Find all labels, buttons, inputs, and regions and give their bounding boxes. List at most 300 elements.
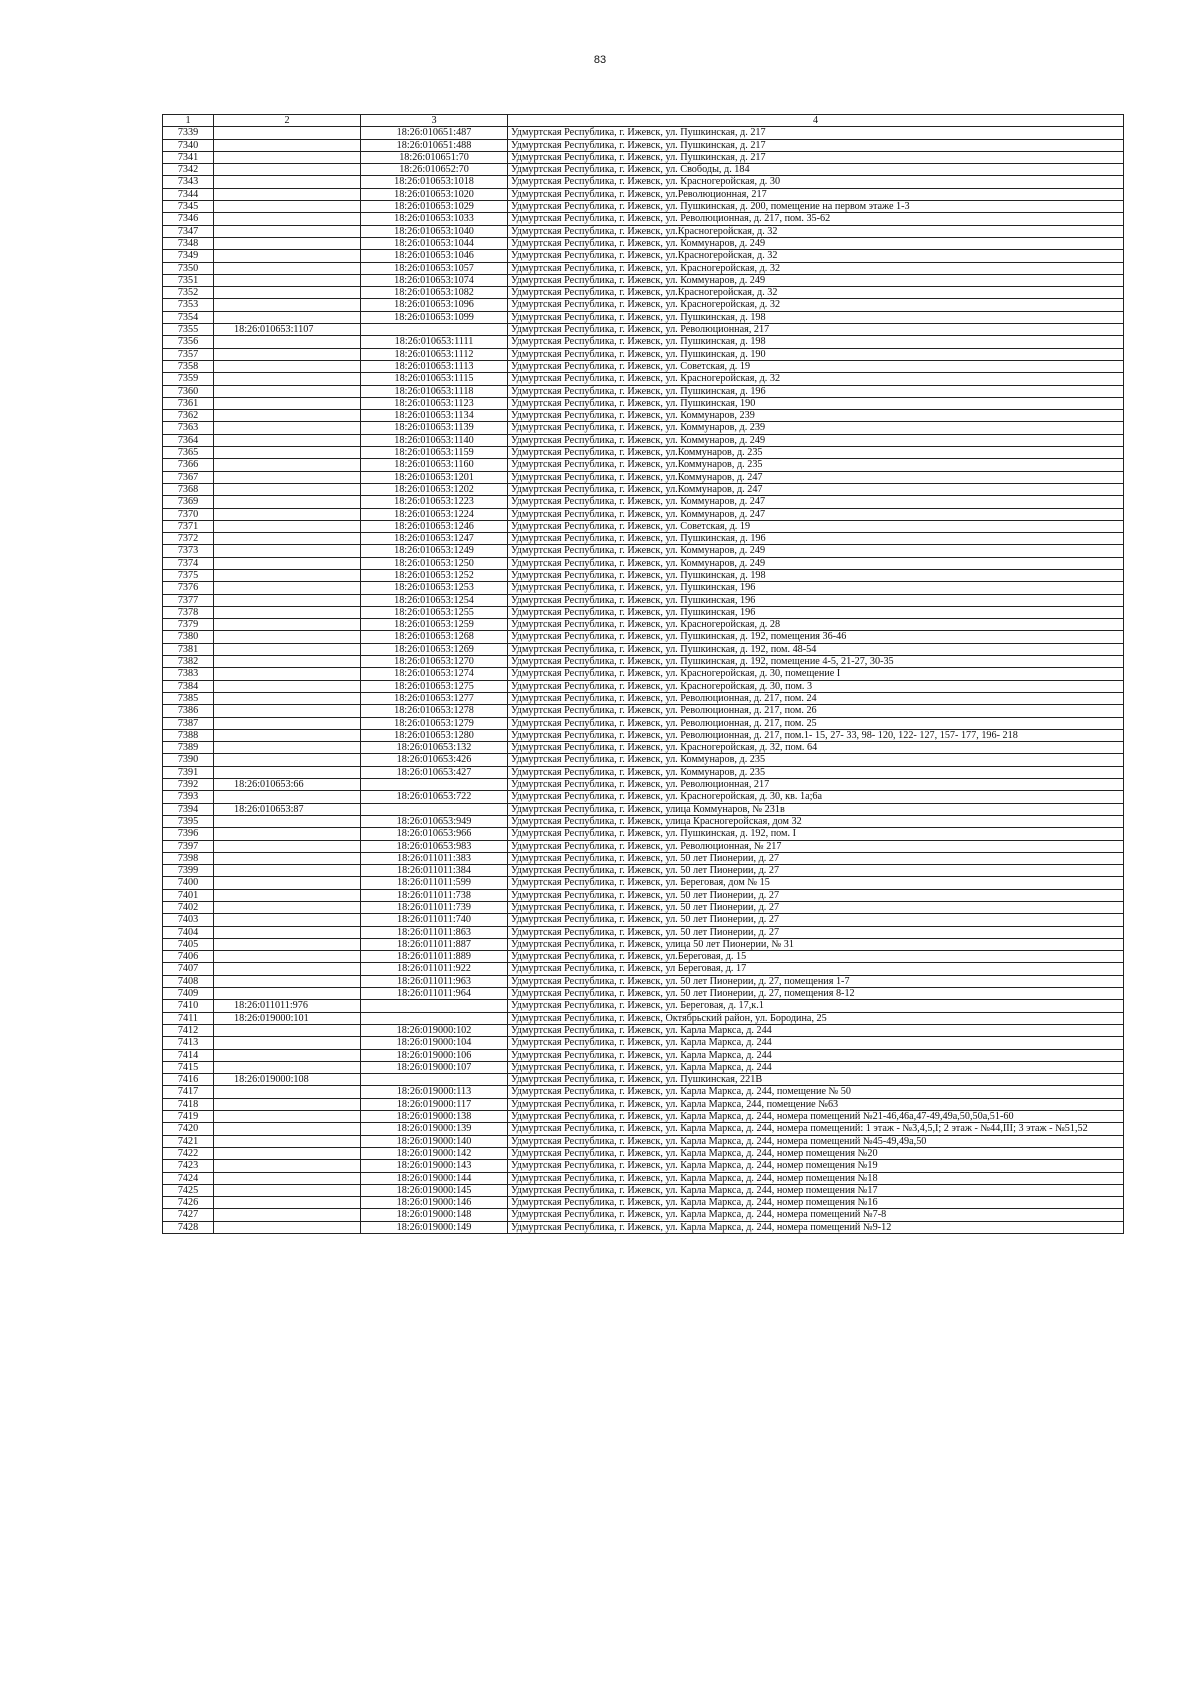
address-cell: Удмуртская Республика, г. Ижевск, ул. Революционная, 217 bbox=[508, 324, 1124, 336]
cadastral-number-cell: 18:26:019000:102 bbox=[361, 1024, 508, 1036]
address-cell: Удмуртская Республика, г. Ижевск, ул. Коммунаров, д. 235 bbox=[508, 766, 1124, 778]
address-cell: Удмуртская Республика, г. Ижевск, ул. Красногеройская, д. 30, помещение I bbox=[508, 668, 1124, 680]
row-number-cell: 7353 bbox=[163, 299, 214, 311]
address-cell: Удмуртская Республика, г. Ижевск, ул. Карла Маркса, д. 244 bbox=[508, 1037, 1124, 1049]
parent-cadastral-number-cell bbox=[214, 631, 361, 643]
row-number-cell: 7413 bbox=[163, 1037, 214, 1049]
row-number-cell: 7397 bbox=[163, 840, 214, 852]
cadastral-number-cell: 18:26:019000:142 bbox=[361, 1147, 508, 1159]
cadastral-number-cell: 18:26:019000:148 bbox=[361, 1209, 508, 1221]
table-row bbox=[163, 324, 1124, 336]
cadastral-number-cell: 18:26:019000:107 bbox=[361, 1061, 508, 1073]
address-cell: Удмуртская Республика, г. Ижевск, ул. Пушкинская, д. 217 bbox=[508, 151, 1124, 163]
table-row bbox=[163, 705, 1124, 717]
row-number-cell: 7414 bbox=[163, 1049, 214, 1061]
row-number-cell: 7377 bbox=[163, 594, 214, 606]
row-number-cell: 7392 bbox=[163, 779, 214, 791]
row-number-cell: 7352 bbox=[163, 287, 214, 299]
table-row bbox=[163, 828, 1124, 840]
table-row bbox=[163, 742, 1124, 754]
table-row bbox=[163, 766, 1124, 778]
address-cell: Удмуртская Республика, г. Ижевск, ул. Карла Маркса, д. 244 bbox=[508, 1061, 1124, 1073]
parent-cadastral-number-cell bbox=[214, 1123, 361, 1135]
row-number-cell: 7356 bbox=[163, 336, 214, 348]
table-row bbox=[163, 902, 1124, 914]
cadastral-number-cell: 18:26:010653:1099 bbox=[361, 311, 508, 323]
address-cell: Удмуртская Республика, г. Ижевск, ул. Свободы, д. 184 bbox=[508, 164, 1124, 176]
row-number-cell: 7348 bbox=[163, 237, 214, 249]
row-number-cell: 7401 bbox=[163, 889, 214, 901]
address-cell: Удмуртская Республика, г. Ижевск, ул. Коммунаров, д. 249 bbox=[508, 237, 1124, 249]
row-number-cell: 7416 bbox=[163, 1074, 214, 1086]
table-row bbox=[163, 410, 1124, 422]
parent-cadastral-number-cell bbox=[214, 975, 361, 987]
cadastral-number-cell bbox=[361, 1074, 508, 1086]
parent-cadastral-number-cell bbox=[214, 963, 361, 975]
parent-cadastral-number-cell bbox=[214, 545, 361, 557]
address-cell: Удмуртская Республика, г. Ижевск, ул. 50 лет Пионерии, д. 27 bbox=[508, 926, 1124, 938]
cadastral-number-cell: 18:26:019000:146 bbox=[361, 1197, 508, 1209]
parent-cadastral-number-cell bbox=[214, 176, 361, 188]
address-cell: Удмуртская Республика, г. Ижевск, ул.Береговая, д. 15 bbox=[508, 951, 1124, 963]
cadastral-number-cell: 18:26:010653:1057 bbox=[361, 262, 508, 274]
cadastral-number-cell: 18:26:010653:1246 bbox=[361, 520, 508, 532]
row-number-cell: 7422 bbox=[163, 1147, 214, 1159]
table-row bbox=[163, 643, 1124, 655]
cadastral-number-cell: 18:26:010653:1018 bbox=[361, 176, 508, 188]
parent-cadastral-number-cell bbox=[214, 1037, 361, 1049]
row-number-cell: 7400 bbox=[163, 877, 214, 889]
address-cell: Удмуртская Республика, г. Ижевск, ул.Коммунаров, д. 235 bbox=[508, 459, 1124, 471]
address-cell: Удмуртская Республика, г. Ижевск, ул. Карла Маркса, д. 244, номер помещения №18 bbox=[508, 1172, 1124, 1184]
cadastral-number-cell: 18:26:010653:1115 bbox=[361, 373, 508, 385]
parent-cadastral-number-cell bbox=[214, 680, 361, 692]
table-row bbox=[163, 471, 1124, 483]
parent-cadastral-number-cell bbox=[214, 336, 361, 348]
parent-cadastral-number-cell bbox=[214, 360, 361, 372]
address-cell: Удмуртская Республика, г. Ижевск, ул. Пушкинская, 221В bbox=[508, 1074, 1124, 1086]
address-cell: Удмуртская Республика, г. Ижевск, ул. Пушкинская, 196 bbox=[508, 594, 1124, 606]
table-row bbox=[163, 656, 1124, 668]
table-row bbox=[163, 422, 1124, 434]
table-row bbox=[163, 1037, 1124, 1049]
row-number-cell: 7385 bbox=[163, 692, 214, 704]
address-cell: Удмуртская Республика, г. Ижевск, ул. Красногеройская, д. 28 bbox=[508, 619, 1124, 631]
row-number-cell: 7345 bbox=[163, 201, 214, 213]
table-row bbox=[163, 631, 1124, 643]
address-cell: Удмуртская Республика, г. Ижевск, ул. Береговая, дом № 15 bbox=[508, 877, 1124, 889]
address-cell: Удмуртская Республика, г. Ижевск, ул. Революционная, 217 bbox=[508, 779, 1124, 791]
parent-cadastral-number-cell bbox=[214, 348, 361, 360]
table-row bbox=[163, 729, 1124, 741]
address-cell: Удмуртская Республика, г. Ижевск, ул. Красногеройская, д. 30 bbox=[508, 176, 1124, 188]
cadastral-number-cell: 18:26:010653:1082 bbox=[361, 287, 508, 299]
parent-cadastral-number-cell bbox=[214, 717, 361, 729]
cadastral-number-cell: 18:26:011011:963 bbox=[361, 975, 508, 987]
parent-cadastral-number-cell bbox=[214, 459, 361, 471]
row-number-cell: 7402 bbox=[163, 902, 214, 914]
table-row bbox=[163, 1086, 1124, 1098]
address-cell: Удмуртская Республика, г. Ижевск, Октябрьский район, ул. Бородина, 25 bbox=[508, 1012, 1124, 1024]
table-row bbox=[163, 176, 1124, 188]
parent-cadastral-number-cell bbox=[214, 1172, 361, 1184]
parent-cadastral-number-cell bbox=[214, 262, 361, 274]
row-number-cell: 7369 bbox=[163, 496, 214, 508]
row-number-cell: 7343 bbox=[163, 176, 214, 188]
table-row bbox=[163, 1098, 1124, 1110]
address-cell: Удмуртская Республика, г. Ижевск, ул. Красногеройская, д. 32 bbox=[508, 373, 1124, 385]
address-cell: Удмуртская Республика, г. Ижевск, улица Коммунаров, № 231в bbox=[508, 803, 1124, 815]
parent-cadastral-number-cell bbox=[214, 569, 361, 581]
cadastral-number-cell: 18:26:010653:1118 bbox=[361, 385, 508, 397]
table-row bbox=[163, 951, 1124, 963]
parent-cadastral-number-cell bbox=[214, 902, 361, 914]
cadastral-number-cell: 18:26:019000:104 bbox=[361, 1037, 508, 1049]
row-number-cell: 7364 bbox=[163, 434, 214, 446]
parent-cadastral-number-cell bbox=[214, 852, 361, 864]
address-cell: Удмуртская Республика, г. Ижевск, ул. Карла Маркса, д. 244 bbox=[508, 1024, 1124, 1036]
cadastral-number-cell: 18:26:010653:722 bbox=[361, 791, 508, 803]
row-number-cell: 7366 bbox=[163, 459, 214, 471]
parent-cadastral-number-cell bbox=[214, 594, 361, 606]
table-row bbox=[163, 1221, 1124, 1233]
address-cell: Удмуртская Республика, г. Ижевск, ул. Пушкинская, д. 192, пом. I bbox=[508, 828, 1124, 840]
address-cell: Удмуртская Республика, г. Ижевск, ул. Коммунаров, д. 247 bbox=[508, 496, 1124, 508]
parent-cadastral-number-cell: 18:26:019000:108 bbox=[214, 1074, 361, 1086]
cadastral-number-cell: 18:26:011011:740 bbox=[361, 914, 508, 926]
parent-cadastral-number-cell bbox=[214, 250, 361, 262]
cadastral-number-cell: 18:26:010653:1123 bbox=[361, 397, 508, 409]
parent-cadastral-number-cell bbox=[214, 606, 361, 618]
cadastral-number-cell: 18:26:010651:488 bbox=[361, 139, 508, 151]
cadastral-number-cell: 18:26:010653:1224 bbox=[361, 508, 508, 520]
row-number-cell: 7359 bbox=[163, 373, 214, 385]
row-number-cell: 7346 bbox=[163, 213, 214, 225]
cadastral-number-cell: 18:26:010652:70 bbox=[361, 164, 508, 176]
table-row bbox=[163, 594, 1124, 606]
address-cell: Удмуртская Республика, г. Ижевск, ул. Советская, д. 19 bbox=[508, 520, 1124, 532]
parent-cadastral-number-cell bbox=[214, 151, 361, 163]
parent-cadastral-number-cell bbox=[214, 483, 361, 495]
row-number-cell: 7347 bbox=[163, 225, 214, 237]
cadastral-number-cell: 18:26:010653:1247 bbox=[361, 533, 508, 545]
column-header-4: 4 bbox=[508, 115, 1124, 127]
address-cell: Удмуртская Республика, г. Ижевск, ул. Пушкинская, д. 190 bbox=[508, 348, 1124, 360]
table-row bbox=[163, 975, 1124, 987]
parent-cadastral-number-cell bbox=[214, 471, 361, 483]
cadastral-number-cell bbox=[361, 803, 508, 815]
address-cell: Удмуртская Республика, г. Ижевск, ул. Пушкинская, д. 192, помещение 4-5, 21-27, 30-35 bbox=[508, 656, 1124, 668]
row-number-cell: 7427 bbox=[163, 1209, 214, 1221]
address-cell: Удмуртская Республика, г. Ижевск, ул. Красногеройская, д. 32, пом. 64 bbox=[508, 742, 1124, 754]
parent-cadastral-number-cell bbox=[214, 496, 361, 508]
address-cell: Удмуртская Республика, г. Ижевск, ул. Коммунаров, д. 239 bbox=[508, 422, 1124, 434]
address-cell: Удмуртская Республика, г. Ижевск, ул. Коммунаров, 239 bbox=[508, 410, 1124, 422]
table-row bbox=[163, 533, 1124, 545]
address-cell: Удмуртская Республика, г. Ижевск, ул. Коммунаров, д. 247 bbox=[508, 508, 1124, 520]
table-row bbox=[163, 1172, 1124, 1184]
parent-cadastral-number-cell bbox=[214, 938, 361, 950]
cadastral-number-cell: 18:26:019000:140 bbox=[361, 1135, 508, 1147]
row-number-cell: 7426 bbox=[163, 1197, 214, 1209]
table-row bbox=[163, 1209, 1124, 1221]
cadastral-number-cell: 18:26:011011:599 bbox=[361, 877, 508, 889]
parent-cadastral-number-cell bbox=[214, 619, 361, 631]
table-row bbox=[163, 287, 1124, 299]
row-number-cell: 7342 bbox=[163, 164, 214, 176]
row-number-cell: 7387 bbox=[163, 717, 214, 729]
address-cell: Удмуртская Республика, г. Ижевск, ул. Красногеройская, д. 32 bbox=[508, 262, 1124, 274]
parent-cadastral-number-cell bbox=[214, 815, 361, 827]
address-cell: Удмуртская Республика, г. Ижевск, ул. Карла Маркса, д. 244 bbox=[508, 1049, 1124, 1061]
address-cell: Удмуртская Республика, г. Ижевск, ул. Береговая, д. 17,к.1 bbox=[508, 1000, 1124, 1012]
row-number-cell: 7381 bbox=[163, 643, 214, 655]
row-number-cell: 7360 bbox=[163, 385, 214, 397]
cadastral-number-cell: 18:26:010653:1279 bbox=[361, 717, 508, 729]
row-number-cell: 7389 bbox=[163, 742, 214, 754]
cadastral-number-cell: 18:26:010653:1112 bbox=[361, 348, 508, 360]
row-number-cell: 7419 bbox=[163, 1111, 214, 1123]
cadastral-number-cell: 18:26:010653:1134 bbox=[361, 410, 508, 422]
row-number-cell: 7406 bbox=[163, 951, 214, 963]
parent-cadastral-number-cell bbox=[214, 668, 361, 680]
parent-cadastral-number-cell bbox=[214, 582, 361, 594]
row-number-cell: 7344 bbox=[163, 188, 214, 200]
address-cell: Удмуртская Республика, г. Ижевск, ул. Коммунаров, д. 249 bbox=[508, 434, 1124, 446]
row-number-cell: 7371 bbox=[163, 520, 214, 532]
row-number-cell: 7372 bbox=[163, 533, 214, 545]
address-cell: Удмуртская Республика, г. Ижевск, ул.Коммунаров, д. 235 bbox=[508, 447, 1124, 459]
cadastral-number-cell: 18:26:019000:144 bbox=[361, 1172, 508, 1184]
row-number-cell: 7420 bbox=[163, 1123, 214, 1135]
table-row bbox=[163, 963, 1124, 975]
table-row bbox=[163, 483, 1124, 495]
cadastral-number-cell bbox=[361, 1012, 508, 1024]
cadastral-number-cell: 18:26:019000:145 bbox=[361, 1184, 508, 1196]
parent-cadastral-number-cell bbox=[214, 1184, 361, 1196]
cadastral-number-cell: 18:26:011011:863 bbox=[361, 926, 508, 938]
cadastral-number-cell: 18:26:019000:139 bbox=[361, 1123, 508, 1135]
address-cell: Удмуртская Республика, г. Ижевск, ул. Карла Маркса, д. 244, помещение № 50 bbox=[508, 1086, 1124, 1098]
parent-cadastral-number-cell bbox=[214, 520, 361, 532]
row-number-cell: 7358 bbox=[163, 360, 214, 372]
parent-cadastral-number-cell bbox=[214, 1135, 361, 1147]
table-row bbox=[163, 336, 1124, 348]
address-cell: Удмуртская Республика, г. Ижевск, ул. Пушкинская, д. 196 bbox=[508, 385, 1124, 397]
address-cell: Удмуртская Республика, г. Ижевск, ул. Пушкинская, д. 192, пом. 48-54 bbox=[508, 643, 1124, 655]
table-row bbox=[163, 213, 1124, 225]
address-cell: Удмуртская Республика, г. Ижевск, ул. Карла Маркса, д. 244, номер помещения №19 bbox=[508, 1160, 1124, 1172]
row-number-cell: 7398 bbox=[163, 852, 214, 864]
parent-cadastral-number-cell bbox=[214, 705, 361, 717]
parent-cadastral-number-cell bbox=[214, 754, 361, 766]
address-cell: Удмуртская Республика, г. Ижевск, ул. Красногеройская, д. 30, пом. 3 bbox=[508, 680, 1124, 692]
row-number-cell: 7404 bbox=[163, 926, 214, 938]
row-number-cell: 7341 bbox=[163, 151, 214, 163]
address-cell: Удмуртская Республика, г. Ижевск, улица 50 лет Пионерии, № 31 bbox=[508, 938, 1124, 950]
parent-cadastral-number-cell bbox=[214, 385, 361, 397]
table-row bbox=[163, 237, 1124, 249]
address-cell: Удмуртская Республика, г. Ижевск, ул. Коммунаров, д. 235 bbox=[508, 754, 1124, 766]
address-cell: Удмуртская Республика, г. Ижевск, ул. Пушкинская, д. 217 bbox=[508, 139, 1124, 151]
cadastral-number-cell: 18:26:010653:1201 bbox=[361, 471, 508, 483]
table-row bbox=[163, 1061, 1124, 1073]
parent-cadastral-number-cell bbox=[214, 225, 361, 237]
address-cell: Удмуртская Республика, г. Ижевск, ул.Красногеройская, д. 32 bbox=[508, 250, 1124, 262]
table-row bbox=[163, 717, 1124, 729]
row-number-cell: 7393 bbox=[163, 791, 214, 803]
row-number-cell: 7415 bbox=[163, 1061, 214, 1073]
parent-cadastral-number-cell bbox=[214, 422, 361, 434]
parent-cadastral-number-cell bbox=[214, 164, 361, 176]
cadastral-number-cell: 18:26:010653:1033 bbox=[361, 213, 508, 225]
address-cell: Удмуртская Республика, г. Ижевск, ул. Пушкинская, д. 192, помещения 36-46 bbox=[508, 631, 1124, 643]
row-number-cell: 7395 bbox=[163, 815, 214, 827]
table-row bbox=[163, 225, 1124, 237]
row-number-cell: 7354 bbox=[163, 311, 214, 323]
row-number-cell: 7388 bbox=[163, 729, 214, 741]
parent-cadastral-number-cell bbox=[214, 508, 361, 520]
table-row bbox=[163, 373, 1124, 385]
table-row bbox=[163, 803, 1124, 815]
row-number-cell: 7407 bbox=[163, 963, 214, 975]
cadastral-number-cell: 18:26:010653:1139 bbox=[361, 422, 508, 434]
address-cell: Удмуртская Республика, г. Ижевск, ул. Революционная, д. 217, пом. 26 bbox=[508, 705, 1124, 717]
cadastral-number-cell: 18:26:010653:427 bbox=[361, 766, 508, 778]
table-row bbox=[163, 569, 1124, 581]
cadastral-number-cell: 18:26:011011:922 bbox=[361, 963, 508, 975]
cadastral-number-cell: 18:26:010653:1259 bbox=[361, 619, 508, 631]
row-number-cell: 7379 bbox=[163, 619, 214, 631]
parent-cadastral-number-cell bbox=[214, 692, 361, 704]
cadastral-number-cell bbox=[361, 1000, 508, 1012]
address-cell: Удмуртская Республика, г. Ижевск, ул. Карла Маркса, д. 244, номера помещений №45-49,49а,50 bbox=[508, 1135, 1124, 1147]
address-cell: Удмуртская Республика, г. Ижевск, ул. Пушкинская, д. 196 bbox=[508, 533, 1124, 545]
address-cell: Удмуртская Республика, г. Ижевск, ул. Пушкинская, д. 198 bbox=[508, 336, 1124, 348]
cadastral-number-cell: 18:26:010653:1255 bbox=[361, 606, 508, 618]
table-row bbox=[163, 311, 1124, 323]
parent-cadastral-number-cell bbox=[214, 1209, 361, 1221]
address-cell: Удмуртская Республика, г. Ижевск, ул. 50 лет Пионерии, д. 27, помещения 1-7 bbox=[508, 975, 1124, 987]
table-row bbox=[163, 164, 1124, 176]
table-row bbox=[163, 1147, 1124, 1159]
parent-cadastral-number-cell bbox=[214, 1111, 361, 1123]
parent-cadastral-number-cell bbox=[214, 447, 361, 459]
address-cell: Удмуртская Республика, г. Ижевск, ул. 50 лет Пионерии, д. 27 bbox=[508, 902, 1124, 914]
cadastral-number-cell: 18:26:010653:1096 bbox=[361, 299, 508, 311]
parent-cadastral-number-cell bbox=[214, 766, 361, 778]
cadastral-number-cell: 18:26:010653:132 bbox=[361, 742, 508, 754]
row-number-cell: 7403 bbox=[163, 914, 214, 926]
table-row bbox=[163, 668, 1124, 680]
address-cell: Удмуртская Республика, г. Ижевск, ул. Карла Маркса, д. 244, номер помещения №16 bbox=[508, 1197, 1124, 1209]
cadastral-number-cell: 18:26:010653:1254 bbox=[361, 594, 508, 606]
address-cell: Удмуртская Республика, г. Ижевск, ул.Коммунаров, д. 247 bbox=[508, 483, 1124, 495]
address-cell: Удмуртская Республика, г. Ижевск, ул. Коммунаров, д. 249 bbox=[508, 557, 1124, 569]
cadastral-number-cell: 18:26:010653:1202 bbox=[361, 483, 508, 495]
row-number-cell: 7390 bbox=[163, 754, 214, 766]
cadastral-number-cell: 18:26:010651:70 bbox=[361, 151, 508, 163]
cadastral-number-cell: 18:26:019000:106 bbox=[361, 1049, 508, 1061]
row-number-cell: 7383 bbox=[163, 668, 214, 680]
table-row bbox=[163, 840, 1124, 852]
property-table bbox=[162, 114, 1124, 1234]
parent-cadastral-number-cell bbox=[214, 201, 361, 213]
cadastral-number-cell: 18:26:011011:889 bbox=[361, 951, 508, 963]
cadastral-number-cell: 18:26:019000:113 bbox=[361, 1086, 508, 1098]
cadastral-number-cell: 18:26:010653:1159 bbox=[361, 447, 508, 459]
row-number-cell: 7368 bbox=[163, 483, 214, 495]
table-row bbox=[163, 348, 1124, 360]
row-number-cell: 7410 bbox=[163, 1000, 214, 1012]
cadastral-number-cell: 18:26:011011:384 bbox=[361, 865, 508, 877]
row-number-cell: 7350 bbox=[163, 262, 214, 274]
table-row bbox=[163, 1197, 1124, 1209]
parent-cadastral-number-cell: 18:26:011011:976 bbox=[214, 1000, 361, 1012]
parent-cadastral-number-cell bbox=[214, 397, 361, 409]
table-row bbox=[163, 434, 1124, 446]
cadastral-number-cell: 18:26:010653:1029 bbox=[361, 201, 508, 213]
table-row bbox=[163, 496, 1124, 508]
parent-cadastral-number-cell bbox=[214, 237, 361, 249]
parent-cadastral-number-cell bbox=[214, 742, 361, 754]
cadastral-number-cell: 18:26:010653:1278 bbox=[361, 705, 508, 717]
cadastral-number-cell: 18:26:010653:1111 bbox=[361, 336, 508, 348]
table-row bbox=[163, 865, 1124, 877]
table-body bbox=[163, 127, 1124, 1234]
table-row bbox=[163, 299, 1124, 311]
address-cell: Удмуртская Республика, г. Ижевск, ул.Революционная, 217 bbox=[508, 188, 1124, 200]
cadastral-number-cell: 18:26:010653:1113 bbox=[361, 360, 508, 372]
parent-cadastral-number-cell bbox=[214, 1098, 361, 1110]
row-number-cell: 7423 bbox=[163, 1160, 214, 1172]
table-row bbox=[163, 127, 1124, 139]
address-cell: Удмуртская Республика, г. Ижевск, ул. Революционная, д. 217, пом. 24 bbox=[508, 692, 1124, 704]
cadastral-number-cell: 18:26:010653:1274 bbox=[361, 668, 508, 680]
row-number-cell: 7425 bbox=[163, 1184, 214, 1196]
row-number-cell: 7362 bbox=[163, 410, 214, 422]
address-cell: Удмуртская Республика, г. Ижевск, ул. Красногеройская, д. 30, кв. 1а;6а bbox=[508, 791, 1124, 803]
parent-cadastral-number-cell bbox=[214, 865, 361, 877]
cadastral-number-cell: 18:26:010653:1269 bbox=[361, 643, 508, 655]
table-row bbox=[163, 360, 1124, 372]
cadastral-number-cell: 18:26:010653:1253 bbox=[361, 582, 508, 594]
address-cell: Удмуртская Республика, г. Ижевск, ул. Революционная, № 217 bbox=[508, 840, 1124, 852]
table-row bbox=[163, 692, 1124, 704]
parent-cadastral-number-cell bbox=[214, 287, 361, 299]
table-row bbox=[163, 1184, 1124, 1196]
parent-cadastral-number-cell bbox=[214, 188, 361, 200]
address-cell: Удмуртская Республика, г. Ижевск, ул. 50 лет Пионерии, д. 27, помещения 8-12 bbox=[508, 988, 1124, 1000]
table-row bbox=[163, 447, 1124, 459]
row-number-cell: 7411 bbox=[163, 1012, 214, 1024]
parent-cadastral-number-cell bbox=[214, 311, 361, 323]
cadastral-number-cell: 18:26:011011:964 bbox=[361, 988, 508, 1000]
address-cell: Удмуртская Республика, г. Ижевск, ул. Пушкинская, 196 bbox=[508, 606, 1124, 618]
address-cell: Удмуртская Республика, г. Ижевск, ул. Советская, д. 19 bbox=[508, 360, 1124, 372]
cadastral-number-cell: 18:26:010653:1074 bbox=[361, 274, 508, 286]
table-row bbox=[163, 815, 1124, 827]
cadastral-number-cell: 18:26:010653:1044 bbox=[361, 237, 508, 249]
address-cell: Удмуртская Республика, г. Ижевск, ул. Карла Маркса, д. 244, номера помещений №9-12 bbox=[508, 1221, 1124, 1233]
row-number-cell: 7367 bbox=[163, 471, 214, 483]
table-row bbox=[163, 779, 1124, 791]
table-row bbox=[163, 1111, 1124, 1123]
row-number-cell: 7396 bbox=[163, 828, 214, 840]
cadastral-number-cell: 18:26:019000:117 bbox=[361, 1098, 508, 1110]
cadastral-number-cell bbox=[361, 779, 508, 791]
table-header-row bbox=[163, 115, 1124, 127]
